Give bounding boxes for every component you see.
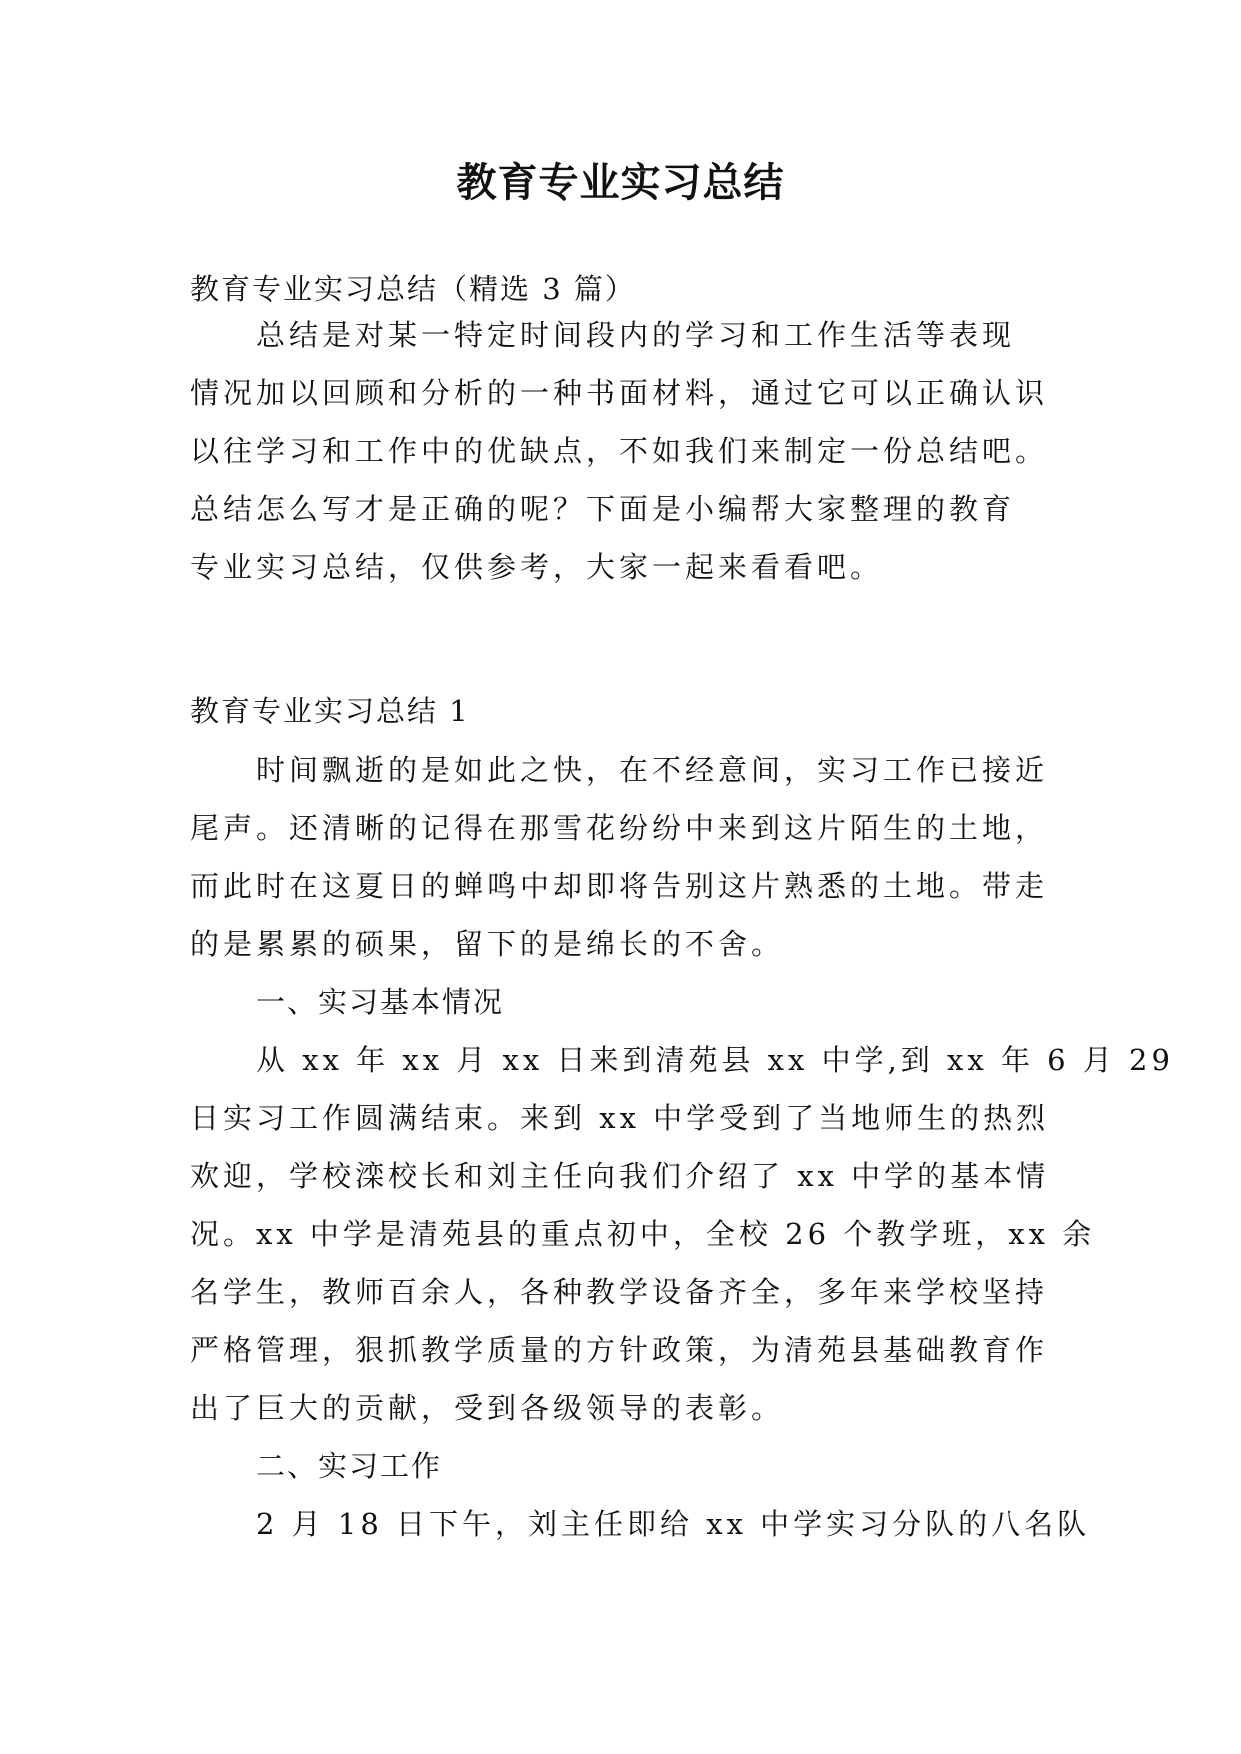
paragraph-line: 欢迎，学校滦校长和刘主任向我们介绍了 xx 中学的基本情 xyxy=(190,1159,1050,1193)
paragraph-line: 出了巨大的贡献，受到各级领导的表彰。 xyxy=(190,1391,785,1425)
paragraph-line: 名学生，教师百余人，各种教学设备齐全，多年来学校坚持 xyxy=(190,1275,1049,1309)
paragraph-line: 严格管理，狠抓教学质量的方针政策，为清苑县基础教育作 xyxy=(190,1333,1049,1367)
paragraph-line: 2 月 18 日下午，刘主任即给 xx 中学实习分队的八名队 xyxy=(256,1507,1091,1541)
paragraph-line: 况。xx 中学是清苑县的重点初中，全校 26 个教学班，xx 余 xyxy=(190,1217,1096,1251)
paragraph-line: 总结怎么写才是正确的呢？下面是小编帮大家整理的教育 xyxy=(190,492,1016,526)
paragraph-line: 从 xx 年 xx 月 xx 日来到清苑县 xx 中学,到 xx 年 6 月 29 xyxy=(256,1043,1174,1077)
subsection2-paragraph xyxy=(190,1495,1091,1553)
section1-paragraph xyxy=(190,741,1070,973)
subsection1-paragraph xyxy=(190,1031,1174,1437)
paragraph-line: 情况加以回顾和分析的一种书面材料，通过它可以正确认识 xyxy=(190,376,1049,410)
intro-paragraph xyxy=(190,306,1070,596)
paragraph-line: 专业实习总结，仅供参考，大家一起来看看吧。 xyxy=(190,550,884,584)
document-subtitle: 教育专业实习总结（精选 3 篇） xyxy=(190,272,636,306)
document-title: 教育专业实习总结 xyxy=(456,159,785,206)
paragraph-line: 尾声。还清晰的记得在那雪花纷纷中来到这片陌生的土地， xyxy=(190,811,1049,845)
paragraph-line: 日实习工作圆满结束。来到 xx 中学受到了当地师生的热烈 xyxy=(190,1101,1050,1135)
paragraph-line: 以往学习和工作中的优缺点，不如我们来制定一份总结吧。 xyxy=(190,434,1049,468)
section-heading: 教育专业实习总结 1 xyxy=(190,694,470,728)
paragraph-line: 总结是对某一特定时间段内的学习和工作生活等表现 xyxy=(256,318,1016,352)
subsection-heading: 二、实习工作 xyxy=(256,1449,443,1483)
paragraph-line: 时间飘逝的是如此之快，在不经意间，实习工作已接近 xyxy=(256,753,1049,787)
paragraph-line: 的是累累的硕果，留下的是绵长的不舍。 xyxy=(190,927,785,961)
paragraph-line: 而此时在这夏日的蝉鸣中却即将告别这片熟悉的土地。带走 xyxy=(190,869,1049,903)
subsection-heading: 一、实习基本情况 xyxy=(256,985,505,1019)
